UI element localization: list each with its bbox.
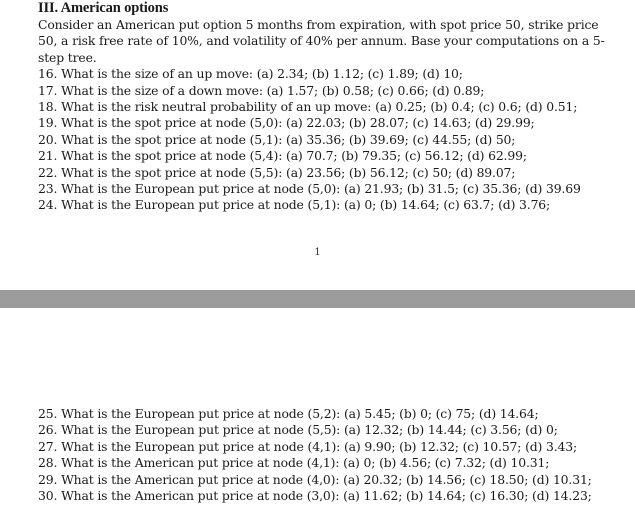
question-number: 18. (38, 99, 58, 115)
question-text: What is the European put price at node (5,0): (a) 21.93; (b) 31.5; (c) 35.36; (d) 39.69 (61, 181, 581, 197)
page-separator (0, 290, 635, 308)
page-2-content (38, 406, 611, 504)
question-text: What is the European put price at node (5,5): (a) 12.32; (b) 14.44; (c) 3.56; (d) 0; (61, 422, 558, 438)
question-item (38, 66, 611, 82)
question-number: 27. (38, 438, 58, 454)
problem-intro: Consider an American put option 5 months from expiration, with spot price 50, strike price 50, a risk free rate of 10%, and volatility of 40% per annum. Base your computations on a 5-step tree. (38, 17, 605, 65)
question-item (38, 406, 611, 422)
question-text: What is the European put price at node (5,2): (a) 5.45; (b) 0; (c) 75; (d) 14.64; (61, 406, 539, 421)
question-item (38, 115, 611, 131)
question-text: What is the American put price at node (4,0): (a) 20.32; (b) 14.56; (c) 18.50; (d) 10.31; (61, 471, 592, 487)
question-text: What is the spot price at node (5,1): (a) 35.36; (b) 39.69; (c) 44.55; (d) 50; (61, 131, 516, 147)
question-item (38, 132, 611, 148)
question-text: What is the European put price at node (4,1): (a) 9.90; (b) 12.32; (c) 10.57; (d) 3.43; (61, 438, 578, 454)
question-number: 17. (38, 82, 58, 98)
question-item (38, 197, 611, 213)
question-number: 24. (38, 197, 58, 213)
document-page-2 (0, 308, 635, 512)
question-list-page-1 (38, 66, 611, 214)
question-text: What is the spot price at node (5,0): (a) 22.03; (b) 28.07; (c) 14.63; (d) 29.99; (61, 115, 535, 131)
question-text: What is the risk neutral probability of an up move: (a) 0.25; (b) 0.4; (c) 0.6; (d) 0.51; (61, 99, 578, 115)
question-text: What is the spot price at node (5,4): (a) 70.7; (b) 79.35; (c) 56.12; (d) 62.99; (61, 148, 527, 164)
section-title: III. American options (38, 0, 169, 16)
question-number: 28. (38, 455, 58, 471)
question-item (38, 455, 611, 471)
question-list-page-2 (38, 406, 611, 504)
question-number: 29. (38, 471, 58, 487)
question-text: What is the American put price at node (3,0): (a) 11.62; (b) 14.64; (c) 16.30; (d) 14.23; (61, 488, 592, 504)
question-item (38, 488, 611, 504)
question-text: What is the European put price at node (5,1): (a) 0; (b) 14.64; (c) 63.7; (d) 3.76; (61, 197, 551, 213)
question-number: 23. (38, 181, 58, 197)
question-number: 19. (38, 115, 58, 131)
question-item (38, 181, 611, 197)
question-item (38, 148, 611, 164)
question-number: 16. (38, 66, 58, 82)
question-number: 30. (38, 488, 58, 504)
question-text: What is the spot price at node (5,5): (a) 23.56; (b) 56.12; (c) 50; (d) 89.07; (61, 164, 516, 180)
page-number: 1 (314, 247, 321, 258)
question-item (38, 472, 611, 488)
question-item (38, 422, 611, 438)
question-item (38, 99, 611, 115)
question-text: What is the American put price at node (4,1): (a) 0; (b) 4.56; (c) 7.32; (d) 10.31; (61, 455, 550, 471)
question-number: 20. (38, 131, 58, 147)
question-number: 25. (38, 406, 58, 421)
question-number: 21. (38, 148, 58, 164)
question-item (38, 439, 611, 455)
question-text: What is the size of an up move: (a) 2.34; (b) 1.12; (c) 1.89; (d) 10; (61, 66, 463, 82)
question-number: 22. (38, 164, 58, 180)
question-number: 26. (38, 422, 58, 438)
question-item (38, 165, 611, 181)
question-text: What is the size of a down move: (a) 1.57; (b) 0.58; (c) 0.66; (d) 0.89; (61, 82, 485, 98)
page-1-content (38, 0, 611, 214)
question-item (38, 83, 611, 99)
